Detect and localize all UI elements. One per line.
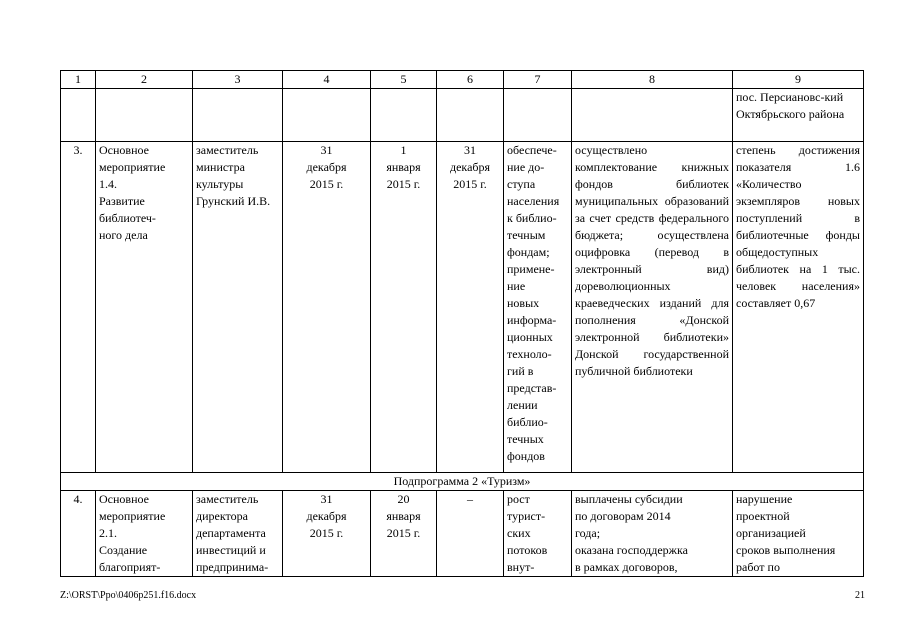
cell-line: фондам; [507, 245, 550, 259]
cell-line: библио- [507, 415, 548, 429]
responsible-cell [193, 491, 283, 577]
cell-line: 31 [320, 143, 333, 157]
cell-line: культуры [196, 177, 244, 191]
result-cell [504, 491, 572, 577]
cell-line: заместитель [196, 143, 259, 157]
header-cell: 8 [572, 71, 733, 89]
subprogram-row [61, 473, 864, 491]
cell-line: выплачены субсидии [575, 492, 683, 506]
cell-line: 1 [400, 143, 407, 157]
cell-line: года; [575, 526, 601, 540]
header-cell: 3 [193, 71, 283, 89]
cell-line: Развитие [99, 194, 145, 208]
header-cell: 4 [283, 71, 371, 89]
cell-line: 1.4. [99, 177, 117, 191]
header-cell: 2 [96, 71, 193, 89]
cell-line: рост [507, 492, 530, 506]
cell-line: декабря [306, 509, 347, 523]
header-row [61, 71, 864, 89]
cell-line: 31 [320, 492, 333, 506]
cell-line: ние [507, 279, 526, 293]
continuation-location: пос. Персиановс-кий Октябрьского района [733, 89, 864, 142]
cell-line: турист- [507, 509, 546, 523]
cell-line: представ- [507, 381, 557, 395]
cell-line: 2015 г. [386, 177, 421, 191]
responsible-cell [193, 142, 283, 473]
cell-line: в рамках договоров, [575, 560, 678, 574]
cell-line: оказана господдержка [575, 543, 688, 557]
start-date-cell [283, 491, 371, 577]
cell-line: мероприятие [99, 509, 166, 523]
cell-line: Основное [99, 143, 149, 157]
cell-line: фондов [507, 449, 545, 463]
cell-line: Создание [99, 543, 148, 557]
subprogram-title: Подпрограмма 2 «Туризм» [61, 473, 864, 491]
cell-line: к библио- [507, 211, 557, 225]
cell-line: сроков выполнения [736, 543, 836, 557]
cell-line: информа- [507, 313, 557, 327]
cell-line: по договорам 2014 [575, 509, 671, 523]
cell-line: течных [507, 432, 544, 446]
table-row [61, 142, 864, 473]
cell-line: 20 [397, 492, 410, 506]
cell-line: Грунский И.В. [196, 194, 271, 208]
cell-line: техноло- [507, 347, 552, 361]
cell-line: ступа [507, 177, 536, 191]
header-cell: 5 [371, 71, 437, 89]
cell-line: внут- [507, 560, 535, 574]
cell-line: департамента [196, 526, 266, 540]
cell-line: министра [196, 160, 245, 174]
cell-line: ционных [507, 330, 553, 344]
control-date-cell [437, 142, 504, 473]
actual-result-cell [572, 491, 733, 577]
indicator-cell [733, 491, 864, 577]
cell-line: течным [507, 228, 546, 242]
cell-line: Основное [99, 492, 149, 506]
header-cell: 1 [61, 71, 96, 89]
cell-line: лении [507, 398, 538, 412]
cell-line: гий в [507, 364, 534, 378]
activity-cell [96, 142, 193, 473]
cell-line: декабря [306, 160, 347, 174]
cell-line: организацией [736, 526, 806, 540]
cell-line: 2.1. [99, 526, 117, 540]
cell-line: благоприят- [99, 560, 161, 574]
actual-result-cell: осуществлено комплектование книжных фондов библиотек муниципальных образований за счет средств федерального бюджета; осуществлена оцифровка (перевод в электронный вид) дореволюционных краеведческих изданий для пополнения «Донской электронной библиотеки» Донской государственной публичной библиотеки [572, 142, 733, 473]
cell-line: ских [507, 526, 531, 540]
indicator-cell: степень достижения показателя 1.6 «Количество экземпляров новых поступлений в библиотечные фонды общедоступных библиотек на 1 тыс. человек населения» составляет 0,67 [733, 142, 864, 473]
cell-line: нарушение [736, 492, 793, 506]
cell-line: мероприятие [99, 160, 166, 174]
cell-line: инвестиций и [196, 543, 266, 557]
header-cell: 7 [504, 71, 572, 89]
activity-cell [96, 491, 193, 577]
cell-line: обеспече- [507, 143, 557, 157]
control-date-cell: – [437, 491, 504, 577]
start-date-cell [283, 142, 371, 473]
cell-line: потоков [507, 543, 548, 557]
end-date-cell [371, 491, 437, 577]
cell-line: населения [507, 194, 560, 208]
cell-line: 31 [464, 143, 476, 157]
cell-line: библиотеч- [99, 211, 156, 225]
document-table [60, 70, 864, 577]
cell-line: января [386, 509, 421, 523]
header-cell: 6 [437, 71, 504, 89]
end-date-cell [371, 142, 437, 473]
cell-line: примене- [507, 262, 555, 276]
cell-line: директора [196, 509, 248, 523]
continuation-row [61, 89, 864, 142]
page-number: 21 [855, 590, 865, 601]
table-row [61, 491, 864, 577]
cell-line: ного дела [99, 228, 148, 242]
cell-line: ние до- [507, 160, 545, 174]
cell-line: 2015 г. [309, 526, 344, 540]
row-number: 4. [61, 491, 96, 577]
cell-line: 2015 г. [453, 177, 487, 191]
cell-line: работ по [736, 560, 780, 574]
cell-line: проектной [736, 509, 790, 523]
file-path: Z:\ORST\Ppo\0406p251.f16.docx [60, 590, 197, 601]
cell-line: новых [507, 296, 540, 310]
header-cell: 9 [733, 71, 864, 89]
cell-line: заместитель [196, 492, 259, 506]
cell-line: января [386, 160, 421, 174]
cell-line: 2015 г. [386, 526, 421, 540]
cell-line: 2015 г. [309, 177, 344, 191]
result-cell [504, 142, 572, 473]
row-number: 3. [61, 142, 96, 473]
cell-line: декабря [449, 160, 491, 174]
cell-line: предпринима- [196, 560, 269, 574]
